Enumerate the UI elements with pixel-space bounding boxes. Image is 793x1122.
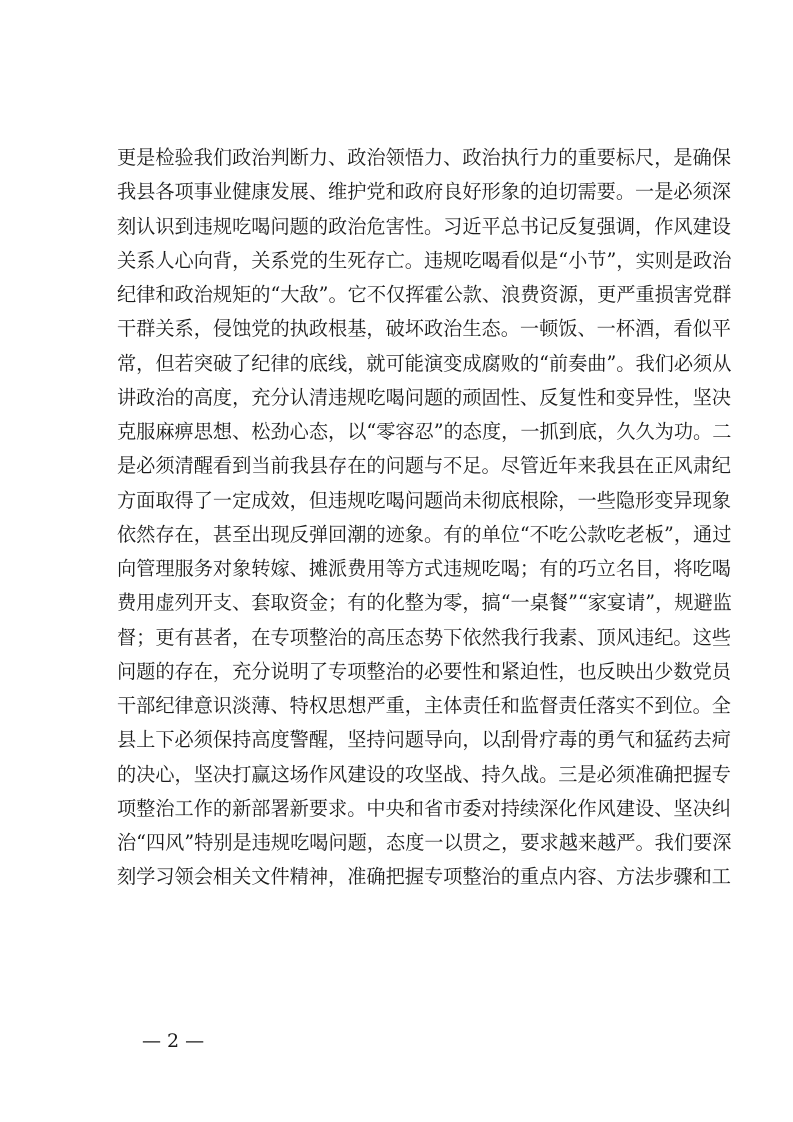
text-line: 治“四风”特别是违规吃喝问题，态度一以贯之，要求越来越严。我们要深 <box>117 831 732 854</box>
text-line: 向管理服务对象转嫁、摊派费用等方式违规吃喝；有的巧立名目，将吃喝 <box>117 557 731 580</box>
text-line: 干群关系，侵蚀党的执政根基，破坏政治生态。一顿饭、一杯酒，看似平 <box>117 317 731 341</box>
text-line: 的决心，坚决打赢这场作风建设的攻坚战、持久战。三是必须准确把握专 <box>117 762 731 786</box>
body-text <box>117 141 732 895</box>
text-line: 是必须清醒看到当前我县存在的问题与不足。尽管近年来我县在正风肃纪 <box>117 454 731 478</box>
text-line: 刻学习领会相关文件精神，准确把握专项整治的重点内容、方法步骤和工 <box>117 865 731 889</box>
page-number: — 2 — <box>142 1030 205 1052</box>
text-line: 克服麻痹思想、松劲心态，以“零容忍”的态度，一抓到底，久久为功。二 <box>117 420 732 443</box>
text-line: 县上下必须保持高度警醒，坚持问题导向，以刮骨疗毒的勇气和猛药去疴 <box>117 728 731 752</box>
text-line: 我县各项事业健康发展、维护党和政府良好形象的迫切需要。一是必须深 <box>117 180 731 204</box>
text-line: 讲政治的高度，充分认清违规吃喝问题的顽固性、反复性和变异性，坚决 <box>117 385 731 409</box>
text-line: 督；更有甚者，在专项整治的高压态势下依然我行我素、顶风违纪。这些 <box>117 625 731 649</box>
text-line: 刻认识到违规吃喝问题的政治危害性。习近平总书记反复强调，作风建设 <box>117 214 731 238</box>
text-line: 项整治工作的新部署新要求。中央和省市委对持续深化作风建设、坚决纠 <box>117 796 731 820</box>
text-line: 依然存在，甚至出现反弹回潮的迹象。有的单位“不吃公款吃老板”，通过 <box>117 522 732 546</box>
text-line: 纪律和政治规矩的“大敌”。它不仅挥霍公款、浪费资源，更严重损害党群 <box>117 283 732 306</box>
text-line: 关系人心向背，关系党的生死存亡。违规吃喝看似是“小节”，实则是政治 <box>117 248 732 272</box>
text-line: 费用虚列开支、套取资金；有的化整为零，搞“一桌餐”“家宴请”，规避监 <box>117 591 732 615</box>
text-line: 干部纪律意识淡薄、特权思想严重，主体责任和监督责任落实不到位。全 <box>117 694 731 717</box>
text-line: 问题的存在，充分说明了专项整治的必要性和紧迫性，也反映出少数党员 <box>117 659 731 683</box>
text-line: 更是检验我们政治判断力、政治领悟力、政治执行力的重要标尺，是确保 <box>117 146 731 169</box>
text-line: 方面取得了一定成效，但违规吃喝问题尚未彻底根除，一些隐形变异现象 <box>117 488 731 512</box>
text-line: 常，但若突破了纪律的底线，就可能演变成腐败的“前奏曲”。我们必须从 <box>117 351 732 375</box>
